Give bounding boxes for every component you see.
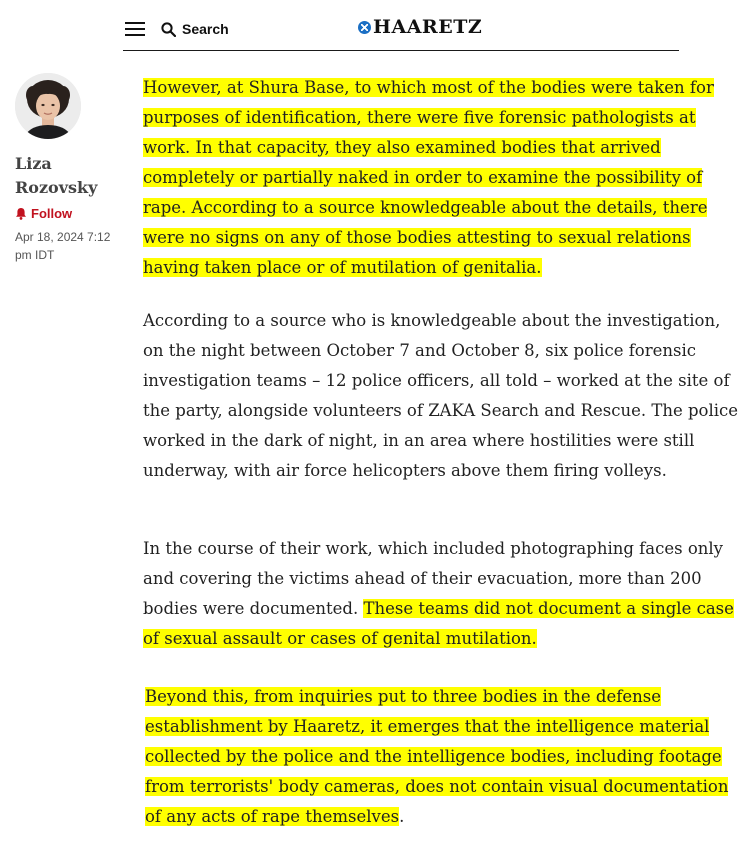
hamburger-menu-icon[interactable]: [125, 21, 145, 37]
site-header: [123, 8, 679, 51]
publish-timestamp: Apr 18, 2024 7:12 pm IDT: [15, 230, 111, 262]
highlighted-text: Beyond this, from inquiries put to three bodies in the defense establishment by Haaretz, it emerges that the intelligence material collected by the police and the intelligence bodies, including footage from terrorists' body cameras, does not contain visual documentation of any acts of rape themselves: [145, 687, 729, 826]
article-paragraph-4: [145, 682, 745, 832]
logo-mark-icon: [358, 21, 371, 34]
search-button[interactable]: [161, 18, 229, 40]
logo-text: HAARETZ: [373, 16, 483, 38]
follow-label: Follow: [31, 206, 73, 221]
article-paragraph-3: [143, 534, 743, 654]
paragraph-text: In the course of their work, which included photographing faces only and covering the victims ahead of their evacuation, more than 200 bodies were documented.: [143, 539, 723, 618]
paragraph-text: .: [399, 807, 405, 826]
search-icon: [161, 22, 176, 37]
author-avatar[interactable]: [15, 73, 81, 139]
article-paragraph-1: [143, 73, 743, 283]
author-name[interactable]: Liza Rozovsky: [15, 154, 98, 197]
follow-button[interactable]: [15, 206, 72, 221]
search-label: Search: [182, 21, 229, 37]
highlighted-text: However, at Shura Base, to which most of the bodies were taken for purposes of identification, there were five forensic pathologists at work. In that capacity, they also examined bodies that arrived completely or partially naked in order to examine the possibility of rape. According to a source knowledgeable about the details, there were no signs on any of those bodies attesting to sexual relations having taken place or of mutilation of genitalia.: [143, 78, 714, 277]
bell-icon: [15, 207, 27, 220]
author-photo: [15, 73, 81, 139]
highlighted-text: These teams did not document a single case of sexual assault or cases of genital mutilation.: [143, 599, 734, 648]
haaretz-logo[interactable]: [358, 16, 482, 38]
article-paragraph-2: According to a source who is knowledgeable about the investigation, on the night between October 7 and October 8, six police forensic investigation teams – 12 police officers, all told – worked at the site of the party, alongside volunteers of ZAKA Search and Rescue. The police worked in the dark of night, in an area where hostilities were still underway, with air force helicopters above them firing volleys.: [143, 311, 739, 480]
